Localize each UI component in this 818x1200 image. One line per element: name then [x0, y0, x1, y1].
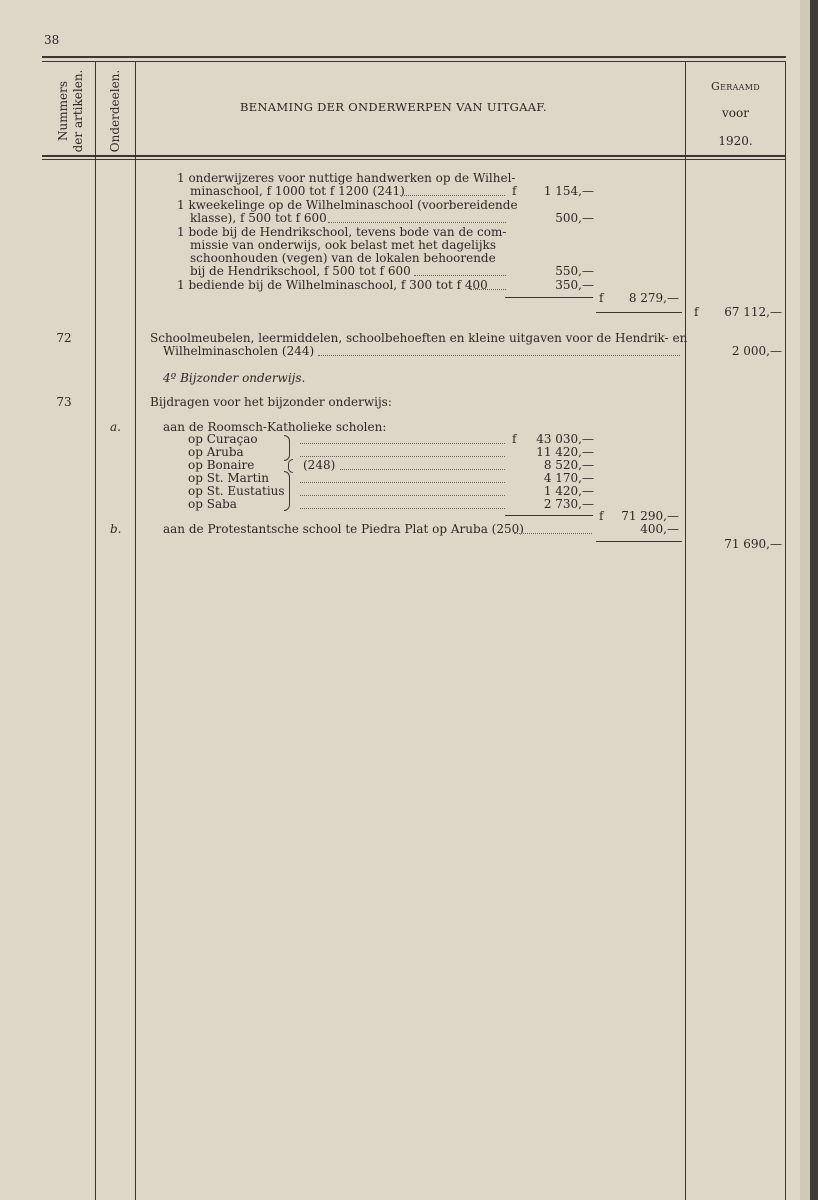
- dot-leader: [328, 222, 506, 223]
- dot-leader: [414, 275, 506, 276]
- subtotal: 8 279,—: [628, 291, 679, 305]
- text-line: aan de Roomsch-Katholieke scholen:: [163, 420, 387, 434]
- text-line: 1 bode bij de Hendrikschool, tevens bode van de com-: [177, 225, 507, 239]
- reference: (248): [303, 458, 336, 472]
- page-number: 38: [44, 33, 60, 47]
- top-rule: [42, 56, 786, 58]
- text-line: 1 bediende bij de Wilhelminaschool, f 300 tot f 400: [177, 278, 488, 292]
- article-number: 73: [56, 395, 72, 409]
- dot-leader: [300, 482, 505, 483]
- amount: 43 030,—: [536, 432, 594, 446]
- island-name: op Aruba: [188, 445, 244, 459]
- amount: 1 420,—: [543, 484, 594, 498]
- amount: 500,—: [555, 211, 594, 225]
- header-rule-thin: [42, 159, 786, 160]
- col-rule-2: [135, 62, 136, 1200]
- total-amount: 71 690,—: [724, 537, 782, 551]
- amount: 11 420,—: [536, 445, 594, 459]
- sum-rule: [596, 541, 682, 542]
- amount: 4 170,—: [543, 471, 594, 485]
- dot-leader: [300, 456, 505, 457]
- header-benaming: BENAMING DER ONDERWERPEN VAN UITGAAF.: [240, 100, 547, 114]
- sum-rule: [505, 297, 593, 298]
- sub-label-a: a.: [110, 420, 121, 434]
- article-number: 72: [56, 331, 72, 345]
- brace-mid: [288, 459, 293, 473]
- header-year: 1920.: [718, 134, 753, 148]
- amount: 350,—: [555, 278, 594, 292]
- island-name: op Saba: [188, 497, 237, 511]
- text-line: Bijdragen voor het bijzonder onderwijs:: [150, 395, 392, 409]
- sum-rule: [505, 515, 593, 516]
- sum-rule: [596, 312, 682, 313]
- dot-leader: [514, 533, 592, 534]
- brace-bottom: [284, 471, 290, 511]
- island-name: op St. Eustatius: [188, 484, 285, 498]
- header-voor: voor: [722, 106, 749, 120]
- text-line: Schoolmeubelen, leermiddelen, schoolbehoeften en kleine uitgaven voor de Hendrik- en: [150, 331, 688, 345]
- text-line: Wilhelminascholen (244): [163, 344, 315, 358]
- text-line: klasse), f 500 tot f 600: [190, 211, 327, 225]
- amount: 2 000,—: [731, 344, 782, 358]
- header-onderdeelen-label: Onderdeelen.: [108, 69, 122, 153]
- currency-f: f: [694, 305, 699, 319]
- text-line: missie van onderwijs, ook belast met het dagelijks: [190, 238, 496, 252]
- page-edge: [800, 0, 810, 1200]
- text-line: aan de Protestantsche school te Piedra Plat op Aruba (250): [163, 522, 524, 536]
- header-geraamd: Geraamd: [711, 80, 760, 93]
- currency-f: f: [599, 509, 604, 523]
- dot-leader: [400, 195, 505, 196]
- amount: 1 154,—: [543, 184, 594, 198]
- header-rule: [42, 155, 786, 157]
- amount: 550,—: [555, 264, 594, 278]
- dot-leader: [470, 289, 506, 290]
- header-nummers: [56, 66, 70, 156]
- text-line: schoonhouden (vegen) van de lokalen behoorende: [190, 251, 496, 265]
- top-rule-thin: [42, 61, 786, 62]
- text-line: 1 onderwijzeres voor nuttige handwerken op de Wilhel-: [177, 171, 516, 185]
- dot-leader: [300, 443, 505, 444]
- sub-label-b: b.: [110, 522, 122, 536]
- col-rule-3: [685, 62, 686, 1200]
- brace-top: [284, 435, 290, 461]
- header-onderdeelen: [108, 66, 122, 156]
- amount: 2 730,—: [543, 497, 594, 511]
- section-heading: 4º Bijzonder onderwijs.: [163, 371, 306, 385]
- col-rule-4: [785, 62, 786, 1200]
- currency-f: f: [512, 184, 517, 198]
- island-name: op Curaçao: [188, 432, 258, 446]
- text-line: 1 kweekelinge op de Wilhelminaschool (voorbereidende: [177, 198, 518, 212]
- col-rule-1: [95, 62, 96, 1200]
- text-line: bij de Hendrikschool, f 500 tot f 600: [190, 264, 411, 278]
- header-nummers-2: der artikelen.: [71, 69, 85, 153]
- island-name: op Bonaire: [188, 458, 255, 472]
- dot-leader: [318, 355, 680, 356]
- currency-f: f: [512, 432, 517, 446]
- text-line: minaschool, f 1000 tot f 1200 (241): [190, 184, 405, 198]
- header-artikelen: [71, 66, 85, 156]
- header-nummers-1: Nummers: [56, 81, 70, 141]
- amount: 8 520,—: [543, 458, 594, 472]
- dot-leader: [300, 508, 505, 509]
- total-amount: 67 112,—: [724, 305, 782, 319]
- island-name: op St. Martin: [188, 471, 269, 485]
- amount: 400,—: [640, 522, 679, 536]
- subtotal: 71 290,—: [621, 509, 679, 523]
- dot-leader: [300, 495, 505, 496]
- currency-f: f: [599, 291, 604, 305]
- dot-leader: [340, 469, 505, 470]
